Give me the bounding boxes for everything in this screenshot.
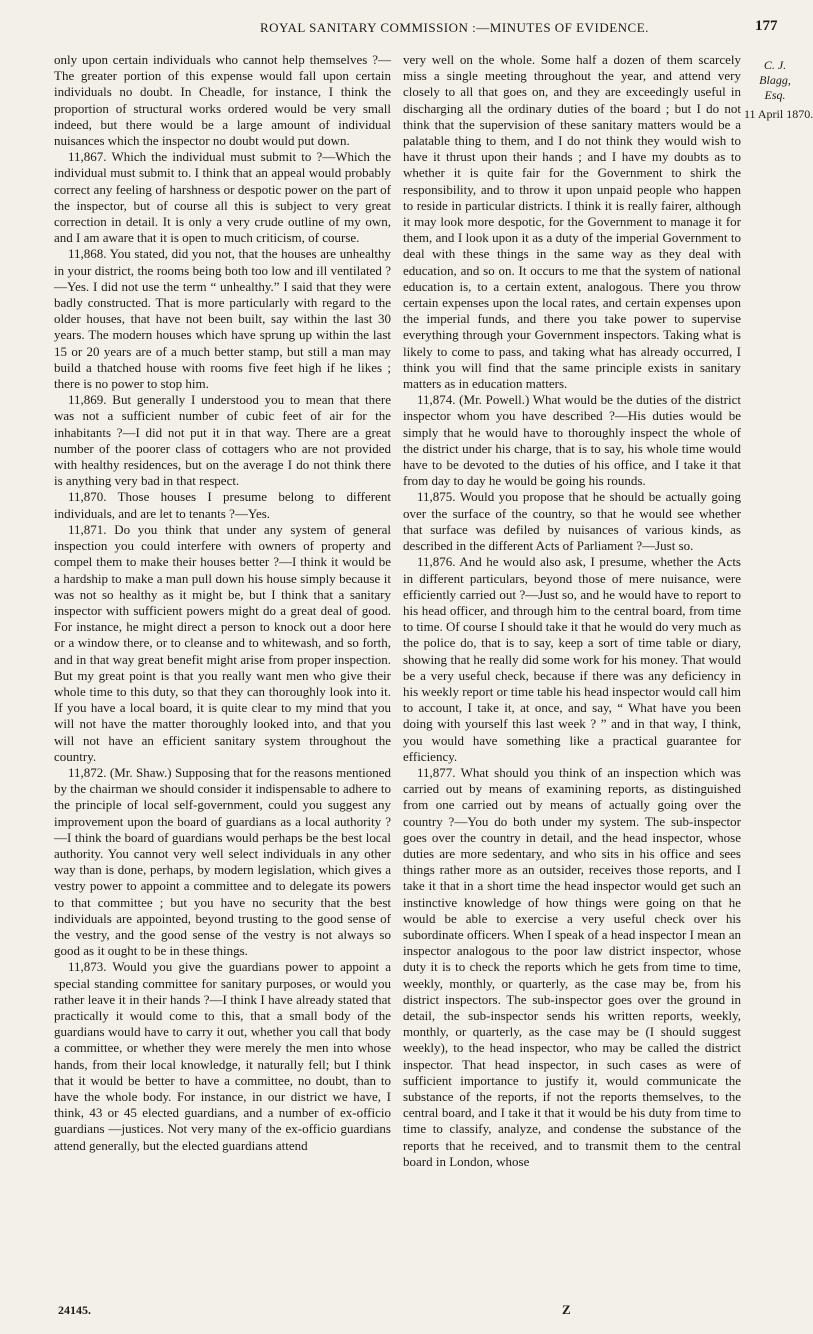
left-column bbox=[54, 52, 391, 1154]
paragraph: 11,870. Those houses I presume belong to different individuals, and are let to tenants ?—Yes. bbox=[54, 489, 391, 521]
paragraph: 11,868. You stated, did you not, that the houses are unhealthy in your district, the rooms being both too low and ill ventilated ?—Yes. I did not use the term “ unhealthy.” I said that they were badly constructed. That is more particularly with regard to the older houses, that have not been built, say within the last 30 years. The modern houses which have sprung up within the last 15 or 20 years are of a much better stamp, but still a man may build a thatched house with rooms five feet high if he likes ; there is no power to stop him. bbox=[54, 246, 391, 392]
signature-mark: Z bbox=[562, 1302, 571, 1317]
paragraph: 11,877. What should you think of an inspection which was carried out by means of examining reports, as distinguished from one carried out by means of actually going over the country ?—You do both under my system. The sub-inspector goes over the country in detail, and the head inspector, whose duties are more sedentary, and who sits in his office and sees things rather more as an outsider, receives those reports, and I take it that in a short time the head inspector would get such an instinctive knowledge of how things were going on that he would be able to exercise a very useful check over his subordinate officers. When I speak of a head inspector I mean an inspector analogous to the poor law district inspector, whose duty it is to check the reports which he gets from time to time, weekly, monthly, or quarterly, as the case may be, from his district inspectors. The sub-inspector goes over the ground in detail, the sub-inspector sends his written reports, weekly, monthly, or quarterly, as the case may be (I should suggest weekly), to the head inspector, who may be called the district inspector. That head inspector, in such cases as were of sufficient importance to justify it, would communicate the substance of the reports, if not the reports themselves, to the central board, and I take it that it would be his duty from time to time to classify, analyze, and condense the substance of the reports that he received, and to transmit them to the central board in London, whose bbox=[403, 764, 741, 1169]
paragraph: 11,873. Would you give the guardians power to appoint a special standing committee for sanitary purposes, or would you rather leave it in their hands ?—I think I have already stated that practically it would come to this, that a small body of the guardians would have to carry it out, whether you call that body a committee, or whether they were merely the men into whose hands, from their local knowledge, it naturally fell; but I think that it would be better to have a committee, no doubt, than to have the whole body. For instance, in our district we have, I think, 43 or 45 elected guardians, and a number of ex-officio guardians —justices. Not very many of the ex-officio guardians attend generally, but the elected guardians attend bbox=[54, 959, 391, 1153]
paragraph: only upon certain individuals who cannot help themselves ?—The greater portion of this expense would fall upon certain individuals no doubt. In Cheadle, for instance, I think the proportion of structural works ordered would be very small indeed, but there would be a large amount of individual nuisances which the inspector no doubt would put down. bbox=[54, 52, 391, 149]
witness-name: C. J. Blagg, Esq. bbox=[759, 58, 791, 102]
paragraph: 11,869. But generally I understood you to mean that there was not a sufficient number of cubic feet of air for the inhabitants ?—I did not put it in that way. There are a great number of the poorer class of cottagers who are not provided with healthy residences, but on the average I do not think there is anything very bad in that respect. bbox=[54, 392, 391, 489]
paragraph: 11,872. (Mr. Shaw.) Supposing that for the reasons mentioned by the chairman we should consider it indispensable to adhere to the principle of local self-government, could you suggest any improvement upon the board of guardians as a local authority ?—I think the board of guardians would perhaps be the best local authority. You cannot very well select individuals in any other way than is done, perhaps, by modern legislation, which gives a vestry power to appoint a committee and to delegate its powers to that committee ; but you have no security that the best individuals are appointed, beyond trusting to the good sense of the vestry, and the good sense of the vestry is not always so good as it ought to be in these things. bbox=[54, 764, 391, 959]
print-code: 24145. bbox=[58, 1303, 91, 1317]
evidence-date: 11 April 1870. bbox=[744, 107, 813, 121]
paragraph: 11,871. Do you think that under any system of general inspection you could interfere with owners of property and compel them to make their houses better ?—I think it would be a hardship to make a man pull down his house simply because it was not so healthy as it might be, but I think that a sanitary inspector with sufficient powers might do a great deal of good. For instance, he might direct a person to knock out a door here or a window there, or to cleanse and to whitewash, and so forth, and in that way great benefit might arise from proper inspection. But my great point is that you really want men who give their whole time to this duty, so that they can thoroughly look into it. If you have a local board, it is quite clear to my mind that you will not have the matter thoroughly looked into, and that you will not have an efficient sanitary system throughout the country. bbox=[54, 521, 391, 764]
page-number: 177 bbox=[755, 18, 778, 34]
paragraph: 11,867. Which the individual must submit to ?—Which the individual must submit to. I think that an appeal would probably correct any feeling of harshness or despotic power on the part of the inspector, but of course all this is subject to very great correction in detail. It is only a very crude outline of my own, and I am aware that it is open to much criticism, of course. bbox=[54, 149, 391, 246]
paragraph: very well on the whole. Some half a dozen of them scarcely miss a single meeting throughout the year, and attend very closely to all that goes on, and they are exceedingly useful in discharging all the ordinary duties of the board ; but I do not think that the supervision of these sanitary matters would be a palatable thing to them, and I do not think they would wish to have it thrust upon their hands ; and I have my doubts as to whether it is quite fair for the Government to shirk the responsibility, and to throw it upon unpaid people who happen to reside in particular districts. I think it is really fairer, although it may look more despotic, for the Government to manage it for them, and I look upon it as a duty of the imperial Government to deal with these things in the same way as they deal with education, and so on. It occurs to me that the system of national education is, to a certain extent, analogous. There you throw certain expenses upon the local rates, and certain expenses upon the imperial funds, and there you take power to supervise everything through your Government inspectors. Taking what is likely to come to pass, and taking what has already occurred, I think you will find that the same principle exists in sanitary matters as in education matters. bbox=[403, 52, 741, 392]
running-title: ROYAL SANITARY COMMISSION :—MINUTES OF EVIDENCE. bbox=[260, 20, 649, 35]
page-header bbox=[0, 20, 800, 44]
paragraph: 11,875. Would you propose that he should be actually going over the surface of the country, so that he would see whether that surface was defiled by nuisances of various kinds, as described in the different Acts of Parliament ?—Just so. bbox=[403, 489, 741, 554]
paragraph: 11,876. And he would also ask, I presume, whether the Acts in different particulars, beyond those of mere nuisance, were efficiently carried out ?—Just so, and he would have to report to his head officer, and through him to the central board, from time to time. Of course I should take it that he would do very much as the police do, that is to say, keep a sort of time table or diary, showing that he really did some work for his money. That would be a very useful check, because if there was any deficiency in his weekly report or time table his head inspector would call him to account, I take it, at once, and say, “ What have you been doing with yourself this last week ? ” and in that way, I think, you would have something like a practical guarantee for efficiency. bbox=[403, 554, 741, 764]
right-column bbox=[403, 52, 741, 1170]
margin-note bbox=[744, 58, 813, 122]
paragraph: 11,874. (Mr. Powell.) What would be the duties of the district inspector whom you have described ?—His duties would be simply that he would have to thoroughly inspect the whole of the district under his charge, that is to say, his whole time would have to be devoted to the duties of his office, and I take it that from day to day he would be going his rounds. bbox=[403, 392, 741, 489]
